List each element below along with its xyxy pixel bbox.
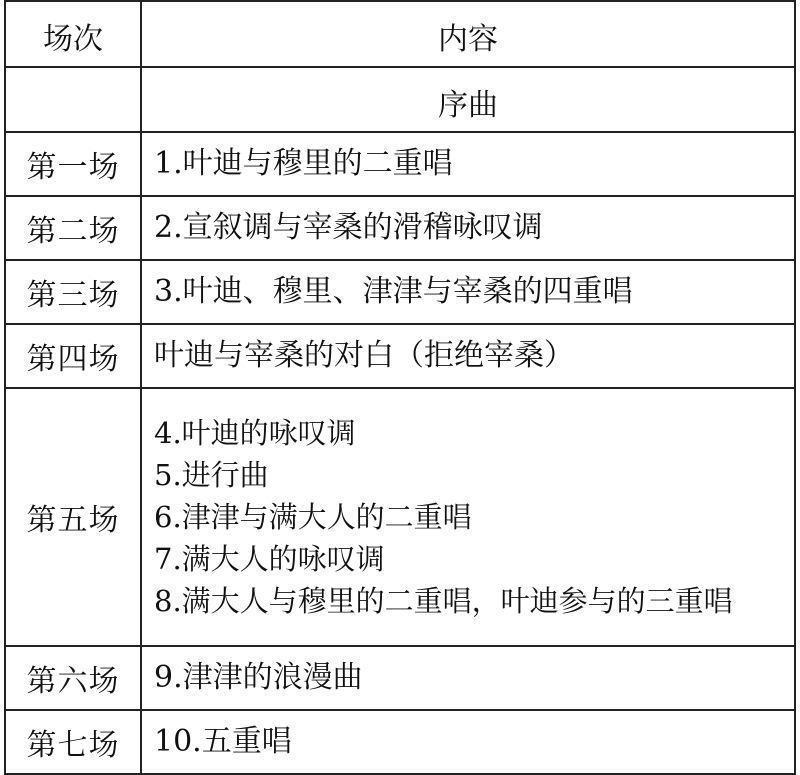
table-row [5,260,795,324]
content-item: 9.津津的浪漫曲 [154,660,363,695]
scene-label: 第二场 [5,196,141,260]
content-item: 叶迪与宰桑的对白（拒绝宰桑） [154,338,574,373]
program-table [4,0,796,775]
scene-label: 第一场 [5,132,141,196]
table-row [5,132,795,196]
content-item: 2.宣叙调与宰桑的滑稽咏叹调 [154,210,543,245]
header-content-cell [141,1,795,67]
scene-label: 第三场 [5,260,141,324]
content-item: 5.进行曲 [154,458,269,492]
content-item: 10.五重唱 [154,724,292,759]
scene-label: 第七场 [5,710,141,774]
content-cell [141,388,795,646]
overture-scene-cell [5,67,141,132]
content-item: 6.津津与满大人的二重唱 [154,500,472,534]
scene-label: 第五场 [5,388,141,646]
content-cell [141,646,795,710]
content-item: 7.满大人的咏叹调 [154,542,385,576]
overture-content: 序曲 [438,87,498,123]
table-row [5,196,795,260]
table-row [5,646,795,710]
content-cell [141,710,795,774]
header-scene-cell [5,1,141,67]
content-item: 1.叶迪与穆里的二重唱 [154,146,453,181]
table-row [5,710,795,774]
scene-label: 第六场 [5,646,141,710]
overture-row [5,67,795,132]
content-item: 3.叶迪、穆里、津津与宰桑的四重唱 [154,274,633,309]
table-row [5,388,795,646]
content-cell [141,196,795,260]
header-row [5,1,795,67]
content-cell [141,132,795,196]
header-scene: 场次 [43,22,103,57]
overture-content-cell [141,67,795,132]
header-content: 内容 [438,22,498,57]
content-item: 4.叶迪的咏叹调 [154,416,356,450]
table-row [5,324,795,388]
content-cell [141,324,795,388]
content-cell [141,260,795,324]
scene-label: 第四场 [5,324,141,388]
content-item: 8.满大人与穆里的二重唱，叶迪参与的三重唱 [154,584,733,618]
